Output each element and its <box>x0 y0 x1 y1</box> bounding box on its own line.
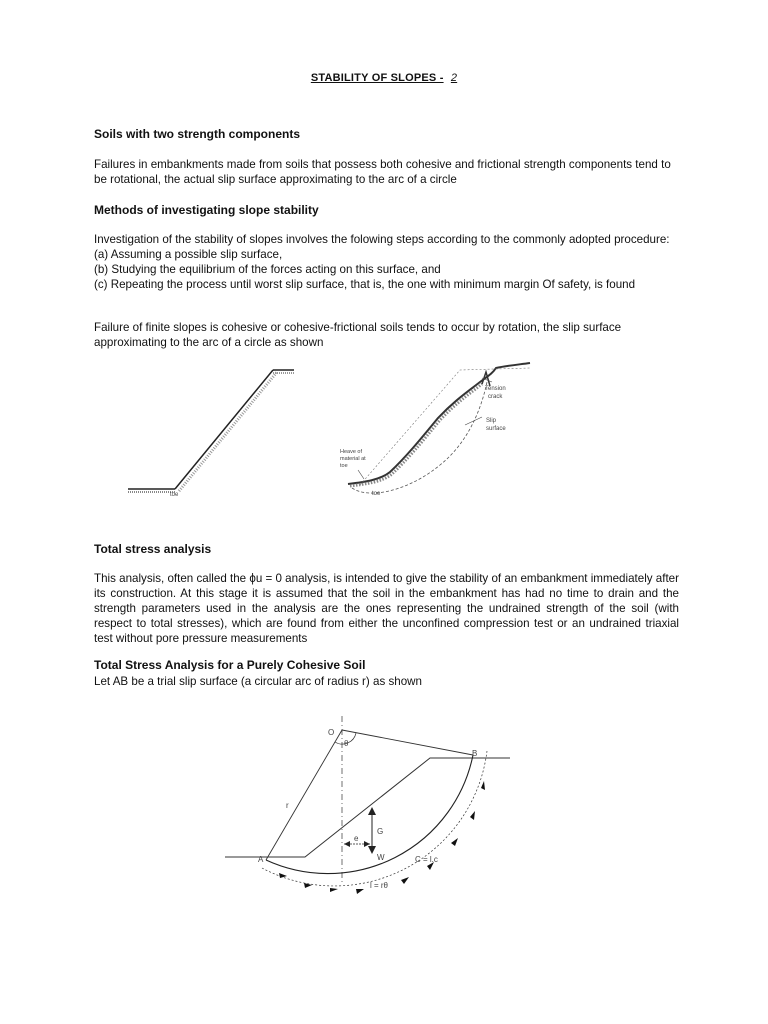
methods-step-c: (c) Repeating the process until worst slip surface, that is, the one with minimum margin Of safety, is found <box>94 278 636 291</box>
fig2-label-r: r <box>286 801 289 810</box>
fig2-label-b: B <box>472 749 478 758</box>
heading-methods: Methods of investigating slope stability <box>94 203 319 217</box>
methods-intro: Investigation of the stability of slopes involves the folowing steps according to the commonly adopted procedure: <box>94 233 670 246</box>
figure-slope-failure <box>120 360 540 500</box>
fig2-label-g: G <box>377 827 384 836</box>
fig2-label-c: C = l.c <box>415 855 438 864</box>
figure-slope-failure-svg <box>120 360 540 500</box>
tension-label-2: crack <box>488 394 503 400</box>
figure-circular-slip <box>220 710 520 905</box>
tension-label-1: Tension <box>485 386 506 392</box>
methods-step-a: (a) Assuming a possible slip surface, <box>94 248 283 261</box>
failed-slope <box>340 363 530 497</box>
slip-label-1: Slip <box>486 418 497 424</box>
intact-slope <box>128 370 294 498</box>
paragraph-total-stress: This analysis, often called the ϕu = 0 analysis, is intended to give the stability of an embankment immediately after its construction. At this stage it is assumed that the soil in the embankment has had no time to drain and the strength parameters used in the analysis are the ones representing the undrained strength of the soil (with respect to total stresses), which are found from either the unconfined compression test or an undrained triaxial test without pore pressure measurements <box>94 572 679 645</box>
paragraph-methods <box>94 232 679 292</box>
title-number: 2 <box>450 72 458 84</box>
heave-label-1: Heave of <box>340 449 363 455</box>
paragraph-failure: Failure of finite slopes is cohesive or cohesive-frictional soils tends to occur by rotation, the slip surface approximating to the arc of a circle as shown <box>94 321 622 349</box>
left-toe-label: toe <box>170 492 179 498</box>
paragraph-two-strength: Failures in embankments made from soils that possess both cohesive and frictional strength components tend to be rotational, the actual slip surface approximating to the arc of a circle <box>94 158 671 186</box>
paragraph-trial-slip: Let AB be a trial slip surface (a circular arc of radius r) as shown <box>94 675 422 688</box>
right-toe-label: toe <box>372 491 381 497</box>
figure-circular-slip-svg <box>220 710 520 905</box>
heading-purely-cohesive: Total Stress Analysis for a Purely Cohesive Soil <box>94 658 366 672</box>
fig2-label-e: e <box>354 834 359 843</box>
heading-total-stress: Total stress analysis <box>94 542 212 556</box>
heave-label-2: material at <box>340 456 366 462</box>
methods-step-b: (b) Studying the equilibrium of the forces acting on this surface, and <box>94 263 441 276</box>
fig2-label-o: O <box>328 728 335 737</box>
slip-label-2: surface <box>486 426 506 432</box>
heave-label-3: toe <box>340 463 348 469</box>
fig2-label-l: l = rθ <box>370 881 389 890</box>
fig2-label-a: A <box>258 855 264 864</box>
page-title <box>0 72 768 84</box>
fig2-label-theta: θ <box>344 739 349 748</box>
heading-two-strength: Soils with two strength components <box>94 127 301 141</box>
title-text: STABILITY OF SLOPES - <box>310 72 444 84</box>
fig2-label-w: W <box>377 853 385 862</box>
